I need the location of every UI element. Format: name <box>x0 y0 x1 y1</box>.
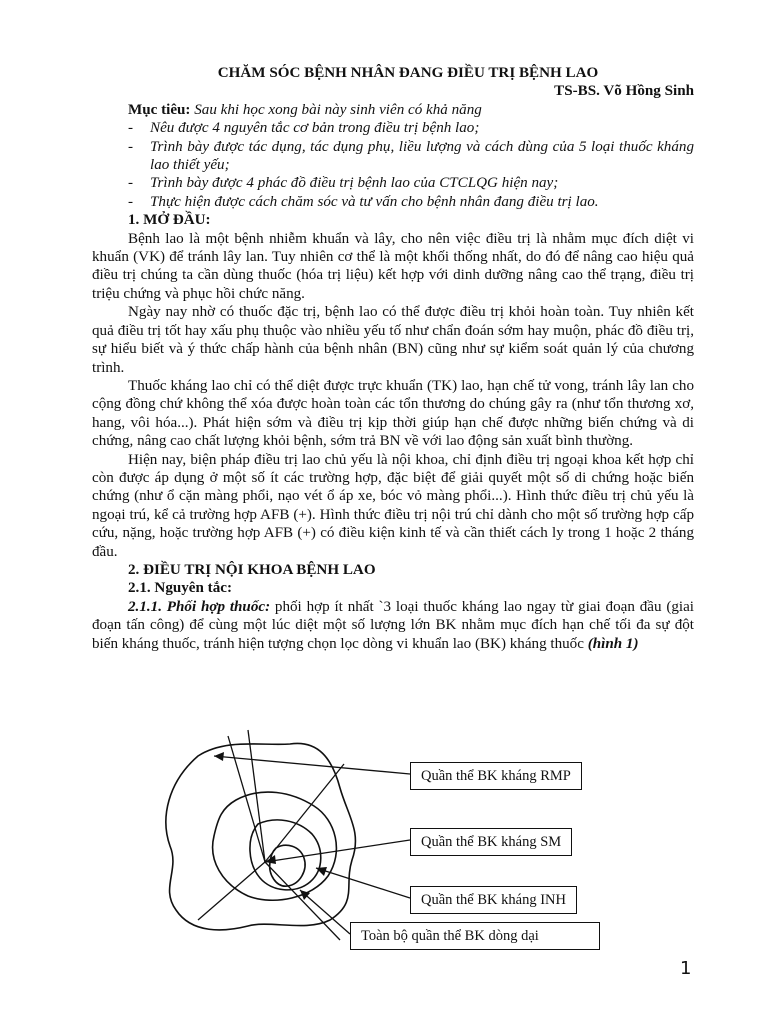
paragraph: Bệnh lao là một bệnh nhiễm khuẩn và lây, cho nên việc điều trị là nhằm mục đích diệt vi khuẩn (VK) để tránh lây lan. Tuy nhiên cơ thể là một khối thống nhất, do đó để nâng cao hiệu quả điều trị chúng ta cần dùng thuốc (hóa trị liệu) kết hợp với dinh dưỡng nâng cao thể trạng, điều trị triệu chứng và phục hồi chức năng. <box>92 230 694 302</box>
paragraph: Hiện nay, biện pháp điều trị lao chủ yếu là nội khoa, chỉ định điều trị ngoại khoa kết hợp chỉ còn được áp dụng ở một số ít các trường hợp, đặc biệt để giải quyết một số di chứng hoặc biến chứng (như ổ cặn màng phổi, nạo vét ổ áp xe, bóc vỏ màng phổi...). Hình thức điều trị chủ yếu là ngoại trú, kể cả trường hợp AFB (+). Hình thức điều trị nội trú chỉ dành cho một số trường hợp cấp cứu, nặng, hoặc trường hợp AFB (+) có điều kiện kinh tế và cần thiết cách ly trong 1 hoặc 2 tháng đầu. <box>92 451 694 560</box>
objective-item: - Nêu được 4 nguyên tắc cơ bản trong điều trị bệnh lao; <box>128 120 480 137</box>
ray <box>198 862 265 920</box>
figure-reference: (hình 1) <box>587 635 639 652</box>
subsubsection-label: 2.1.1. Phối hợp thuốc: <box>128 598 271 615</box>
subsection-heading: 2.1. Nguyên tắc: <box>128 580 232 597</box>
label-inh: Quần thể BK kháng INH <box>410 886 577 914</box>
label-sm: Quần thể BK kháng SM <box>410 828 572 856</box>
paragraph: Thuốc kháng lao chỉ có thể diệt được trực khuẩn (TK) lao, hạn chế tử vong, tránh lây lan cho cộng đồng chứ không thể xóa được hoàn toàn các tổn thương do chúng gây ra (như tổn thương xơ, hang, vôi hóa...). Phát hiện sớm và điều trị kịp thời giúp hạn chế được những biến chứng và di chứng, nâng cao chất lượng khỏi bệnh, sớm trả BN về với lao động sản xuất bình thường. <box>92 377 694 450</box>
middle-contour <box>213 792 337 900</box>
ray <box>228 736 265 862</box>
ray <box>265 764 344 862</box>
innermost-contour <box>270 845 305 886</box>
objectives-list <box>92 119 694 211</box>
arrowhead <box>214 752 224 761</box>
label-wild-type: Toàn bộ quần thể BK dòng dại <box>350 922 600 950</box>
goal-label: Mục tiêu: <box>128 101 191 118</box>
arrowheads <box>214 752 327 900</box>
paragraph: Ngày nay nhờ có thuốc đặc trị, bệnh lao có thể được điều trị khỏi hoàn toàn. Tuy nhiên kết quả điều trị tốt hay xấu phụ thuộc vào nhiều yếu tố như chẩn đoán sớm hay muộn, phác đồ điều trị, sự hiểu biết và ý thức chấp hành của bệnh nhân (BN) cũng như sự kiểm soát quản lý của chương trình. <box>92 304 694 376</box>
pointer-wild <box>300 890 350 934</box>
section-2-heading: 2. ĐIỀU TRỊ NỘI KHOA BỆNH LAO <box>128 561 376 578</box>
goal-line <box>92 101 694 119</box>
document-body <box>92 64 694 653</box>
document-title: CHĂM SÓC BỆNH NHÂN ĐANG ĐIỀU TRỊ BỆNH LAO <box>217 65 599 81</box>
outer-contour <box>166 743 356 929</box>
objective-item: - Thực hiện được cách chăm sóc và tư vấn cho bệnh nhân đang điều trị lao. <box>128 193 599 210</box>
subsubsection-paragraph: 2.1.1. Phối hợp thuốc: phối hợp ít nhất `3 loại thuốc kháng lao ngay từ giai đoạn đầu (giai đoạn tấn công) để cùng một lúc diệt một số lượng lớn BK nhằm mục đích hạn chế tối đa sự đột biến kháng thuốc, tránh hiện tượng chọn lọc dòng vi khuẩn lao (BK) kháng thuốc (hình 1) <box>92 598 694 652</box>
pointer-rmp <box>214 756 410 774</box>
section-1-heading: 1. MỞ ĐẦU: <box>128 212 211 229</box>
objective-item: - Trình bày được 4 phác đồ điều trị bệnh lao của CTCLQG hiện nay; <box>128 175 559 192</box>
pointer-inh <box>316 868 410 898</box>
author-line: TS-BS. Võ Hồng Sinh <box>554 83 694 100</box>
objective-item: - Trình bày được tác dụng, tác dụng phụ, liều lượng và cách dùng của 5 loại thuốc kháng lao thiết yếu; <box>128 138 694 174</box>
page-number: 1 <box>680 958 692 979</box>
figure-1 <box>0 720 768 960</box>
pointer-sm <box>265 840 410 862</box>
goal-text: Sau khi học xong bài này sinh viên có khả năng <box>190 101 482 118</box>
label-rmp: Quần thể BK kháng RMP <box>410 762 582 790</box>
